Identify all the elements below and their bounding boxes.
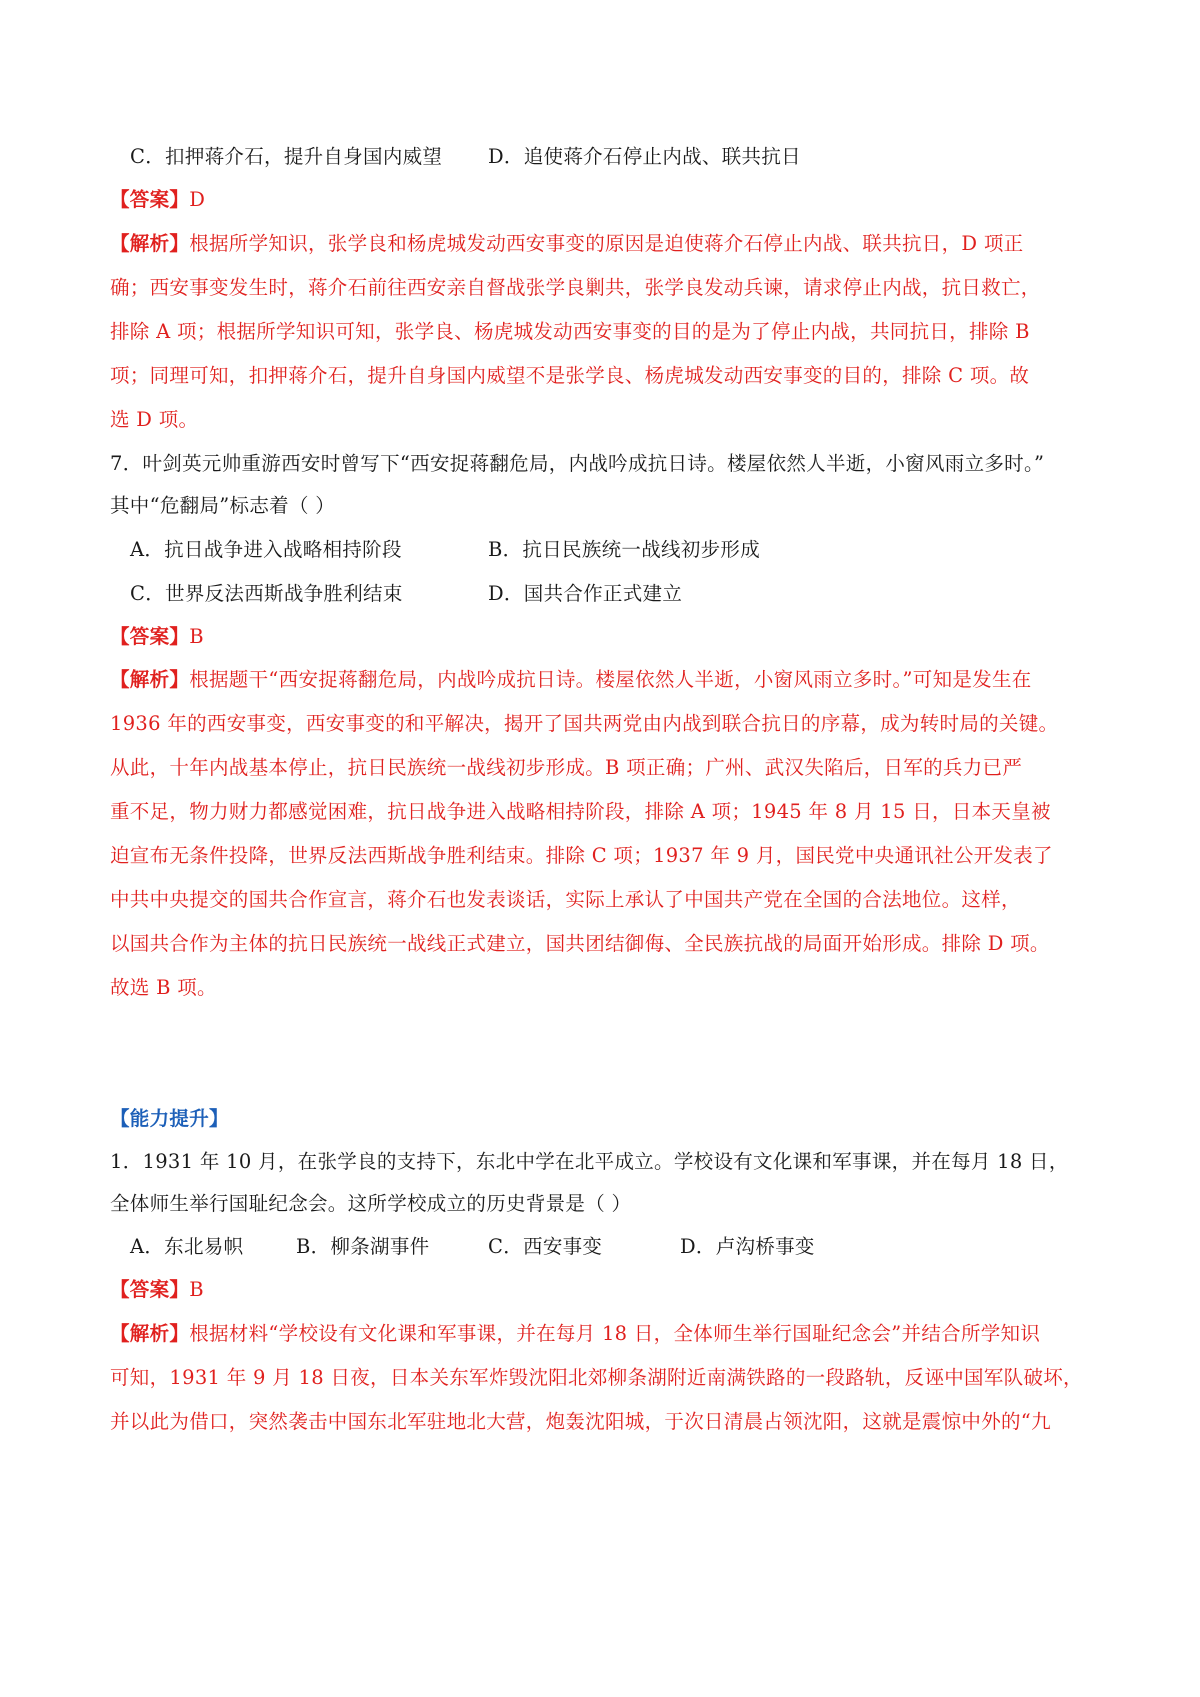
analysis-text: 根据材料“学校设有文化课和军事课，并在每月 18 日，全体师生举行国耻纪念会”并结合所学知识 [189,1322,1041,1345]
q6-analysis-line: 项；同理可知，扣押蒋介石，提升自身国内威望不是张学良、杨虎城发动西安事变的目的，排除 C 项。故 [110,364,1030,387]
q6-option-c: C．扣押蒋介石，提升自身国内威望 [130,145,443,168]
q7-analysis-line: 故选 B 项。 [110,976,217,999]
p1-option-c: C．西安事变 [488,1235,603,1258]
q7-analysis-line: 1936 年的西安事变，西安事变的和平解决，揭开了国共两党由内战到联合抗日的序幕，成为转时局的关键。 [110,712,1059,735]
p1-stem-line: 1．1931 年 10 月，在张学良的支持下，东北中学在北平成立。学校设有文化课和军事课，并在每月 18 日， [110,1150,1069,1173]
answer-value: B [189,625,204,648]
q7-option-a: A．抗日战争进入战略相持阶段 [130,538,402,561]
analysis-text: 根据题干“西安捉蒋翻危局，内战吟成抗日诗。楼屋依然人半逝，小窗风雨立多时。”可知是发生在 [189,668,1032,691]
q7-analysis-line: 从此，十年内战基本停止，抗日民族统一战线初步形成。B 项正确；广州、武汉失陷后，日军的兵力已严 [110,756,1023,779]
p1-option-b: B．柳条湖事件 [296,1235,430,1258]
answer-tag: 【答案】 [110,188,190,211]
analysis-text: 根据所学知识，张学良和杨虎城发动西安事变的原因是迫使蒋介石停止内战、联共抗日，D 项正 [189,232,1024,255]
q7-option-b: B．抗日民族统一战线初步形成 [488,538,761,561]
p1-analysis-line: 可知，1931 年 9 月 18 日夜，日本关东军炸毁沈阳北郊柳条湖附近南满铁路的一段路轨，反诬中国军队破坏， [110,1366,1083,1389]
q7-stem-line: 其中“危翻局”标志着（ ） [110,494,336,517]
q7-analysis-line [110,666,1100,694]
q7-answer [110,623,1100,651]
p1-stem-line: 全体师生举行国耻纪念会。这所学校成立的历史背景是（ ） [110,1192,632,1215]
answer-value: B [189,1278,204,1301]
p1-option-a: A．东北易帜 [130,1235,244,1258]
section-heading: 【能力提升】 [110,1107,229,1130]
q6-analysis-line: 选 D 项。 [110,408,199,431]
p1-answer [110,1276,1100,1304]
analysis-tag: 【解析】 [110,1322,190,1345]
q6-answer [110,186,1100,214]
q6-option-d: D．追使蒋介石停止内战、联共抗日 [488,145,801,168]
q6-analysis-line: 排除 A 项；根据所学知识可知，张学良、杨虎城发动西安事变的目的是为了停止内战，共同抗日，排除 B [110,320,1030,343]
q7-analysis-line: 迫宣布无条件投降，世界反法西斯战争胜利结束。排除 C 项；1937 年 9 月，国民党中央通讯社公开发表了 [110,844,1053,867]
p1-option-d: D．卢沟桥事变 [680,1235,815,1258]
p1-analysis-line: 并以此为借口，突然袭击中国东北军驻地北大营，炮轰沈阳城，于次日清晨占领沈阳，这就是震惊中外的“九 [110,1410,1051,1433]
analysis-tag: 【解析】 [110,232,190,255]
answer-tag: 【答案】 [110,625,190,648]
answer-value: D [189,188,206,211]
q6-analysis-line [110,230,1100,258]
q7-analysis-line: 以国共合作为主体的抗日民族统一战线正式建立，国共团结御侮、全民族抗战的局面开始形成。排除 D 项。 [110,932,1050,955]
q7-option-c: C．世界反法西斯战争胜利结束 [130,582,403,605]
analysis-tag: 【解析】 [110,668,190,691]
q7-analysis-line: 重不足，物力财力都感觉困难，抗日战争进入战略相持阶段，排除 A 项；1945 年 8 月 15 日，日本天皇被 [110,800,1051,823]
q7-stem-line: 7．叶剑英元帅重游西安时曾写下“西安捉蒋翻危局，内战吟成抗日诗。楼屋依然人半逝，小窗风雨立多时。” [110,452,1045,475]
answer-tag: 【答案】 [110,1278,190,1301]
q7-analysis-line: 中共中央提交的国共合作宣言，蒋介石也发表谈话，实际上承认了中国共产党在全国的合法地位。这样， [110,888,1021,911]
p1-analysis-line [110,1320,1100,1348]
q7-option-d: D．国共合作正式建立 [488,582,683,605]
q6-analysis-line: 确；西安事变发生时，蒋介石前往西安亲自督战张学良剿共，张学良发动兵谏，请求停止内战，抗日救亡， [110,276,1041,299]
